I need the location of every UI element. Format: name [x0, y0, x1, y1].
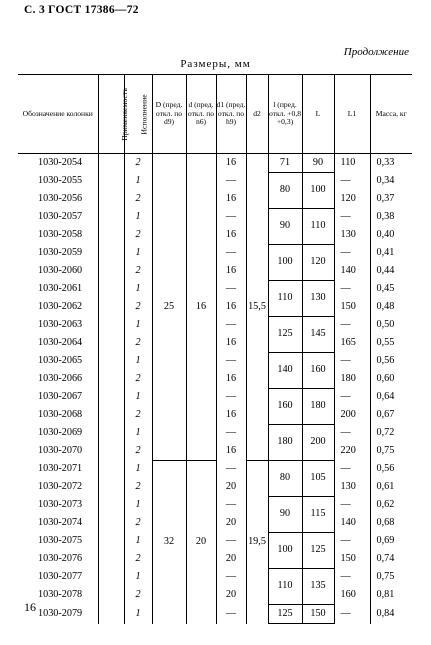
mass-cell: 0,68 [370, 515, 412, 533]
applicability-cell [98, 371, 124, 389]
columns-table [18, 74, 412, 624]
L-cell: 105 [302, 461, 334, 497]
L-cell: 125 [302, 533, 334, 569]
col-header-d: d (пред. откл. по n6) [186, 75, 216, 154]
L-cell: 135 [302, 569, 334, 605]
L-cell: 120 [302, 245, 334, 281]
mass-cell: 0,67 [370, 407, 412, 425]
execution-cell: 2 [124, 515, 152, 533]
execution-cell: 1 [124, 569, 152, 587]
continuation-label: Продолжение [343, 46, 409, 58]
execution-cell: 1 [124, 353, 152, 371]
L1-cell: 110 [334, 154, 370, 173]
mass-cell: 0,44 [370, 263, 412, 281]
execution-cell: 1 [124, 389, 152, 407]
applicability-cell [98, 317, 124, 335]
L-cell: 145 [302, 317, 334, 353]
d1-cell: — [216, 317, 246, 335]
mass-cell: 0,61 [370, 479, 412, 497]
designation-cell: 1030-2065 [18, 353, 98, 371]
d1-cell: — [216, 353, 246, 371]
d1-cell: 16 [216, 191, 246, 209]
L1-cell: — [334, 605, 370, 624]
execution-cell: 2 [124, 479, 152, 497]
L1-cell: 200 [334, 407, 370, 425]
designation-cell: 1030-2072 [18, 479, 98, 497]
col-header-L: L [302, 75, 334, 154]
L1-cell: 180 [334, 371, 370, 389]
d2-cell: 19,5 [246, 461, 268, 624]
L1-cell: 120 [334, 191, 370, 209]
applicability-cell [98, 497, 124, 515]
L-cell: 110 [302, 209, 334, 245]
applicability-cell [98, 443, 124, 461]
mass-cell: 0,55 [370, 335, 412, 353]
designation-cell: 1030-2055 [18, 173, 98, 191]
execution-cell: 2 [124, 407, 152, 425]
d1-cell: — [216, 425, 246, 443]
L-cell: 115 [302, 497, 334, 533]
page-header: С. 3 ГОСТ 17386—72 [24, 4, 139, 16]
d1-cell: 16 [216, 154, 246, 173]
mass-cell: 0,40 [370, 227, 412, 245]
col-header-designation: Обозначение колонки [18, 75, 98, 154]
designation-cell: 1030-2075 [18, 533, 98, 551]
L1-cell: — [334, 353, 370, 371]
designation-cell: 1030-2062 [18, 299, 98, 317]
designation-cell: 1030-2066 [18, 371, 98, 389]
applicability-cell [98, 173, 124, 191]
L1-cell: — [334, 569, 370, 587]
col-header-l: l (пред. откл. +0,8 +0,3) [268, 75, 302, 154]
d1-cell: — [216, 209, 246, 227]
L1-cell: — [334, 461, 370, 479]
d1-cell: — [216, 497, 246, 515]
L-cell: 200 [302, 425, 334, 461]
L-cell: 90 [302, 154, 334, 173]
l-cell: 90 [268, 209, 302, 245]
l-cell: 110 [268, 281, 302, 317]
col-header-D: D (пред. откл. по d9) [152, 75, 186, 154]
applicability-cell [98, 407, 124, 425]
D-cell: 32 [152, 461, 186, 624]
applicability-cell [98, 551, 124, 569]
designation-cell: 1030-2074 [18, 515, 98, 533]
designation-cell: 1030-2077 [18, 569, 98, 587]
designation-cell: 1030-2076 [18, 551, 98, 569]
mass-cell: 0,34 [370, 173, 412, 191]
d1-cell: — [216, 281, 246, 299]
page-number: 16 [24, 600, 36, 614]
applicability-cell [98, 569, 124, 587]
mass-cell: 0,60 [370, 371, 412, 389]
l-cell: 80 [268, 173, 302, 209]
execution-cell: 1 [124, 425, 152, 443]
execution-cell: 2 [124, 371, 152, 389]
mass-cell: 0,37 [370, 191, 412, 209]
d1-cell: — [216, 245, 246, 263]
col-header-L1: L1 [334, 75, 370, 154]
applicability-cell [98, 533, 124, 551]
mass-cell: 0,48 [370, 299, 412, 317]
mass-cell: 0,74 [370, 551, 412, 569]
execution-cell: 1 [124, 245, 152, 263]
l-cell: 100 [268, 533, 302, 569]
designation-cell: 1030-2071 [18, 461, 98, 479]
applicability-cell [98, 299, 124, 317]
applicability-cell [98, 209, 124, 227]
mass-cell: 0,72 [370, 425, 412, 443]
applicability-cell [98, 605, 124, 624]
mass-cell: 0,81 [370, 587, 412, 605]
L-cell: 180 [302, 389, 334, 425]
L1-cell: 150 [334, 551, 370, 569]
L1-cell: 220 [334, 443, 370, 461]
applicability-cell [98, 191, 124, 209]
L1-cell: — [334, 245, 370, 263]
designation-cell: 1030-2061 [18, 281, 98, 299]
d1-cell: — [216, 569, 246, 587]
d1-cell: 20 [216, 479, 246, 497]
designation-cell: 1030-2070 [18, 443, 98, 461]
applicability-cell [98, 335, 124, 353]
designation-cell: 1030-2067 [18, 389, 98, 407]
designation-cell: 1030-2059 [18, 245, 98, 263]
col-header-d1: d1 (пред. откл. по h9) [216, 75, 246, 154]
applicability-cell [98, 263, 124, 281]
applicability-cell [98, 353, 124, 371]
col-header-execution: Исполнение [124, 75, 152, 154]
execution-cell: 1 [124, 533, 152, 551]
d1-cell: 16 [216, 299, 246, 317]
execution-cell: 1 [124, 281, 152, 299]
applicability-cell [98, 227, 124, 245]
d1-cell: 20 [216, 587, 246, 605]
mass-cell: 0,84 [370, 605, 412, 624]
d1-cell: — [216, 173, 246, 191]
l-cell: 90 [268, 497, 302, 533]
L1-cell: — [334, 281, 370, 299]
mass-cell: 0,64 [370, 389, 412, 407]
designation-cell: 1030-2079 [18, 605, 98, 624]
L1-cell: 140 [334, 263, 370, 281]
execution-cell: 2 [124, 299, 152, 317]
L1-cell: — [334, 497, 370, 515]
mass-cell: 0,38 [370, 209, 412, 227]
L1-cell: 140 [334, 515, 370, 533]
designation-cell: 1030-2056 [18, 191, 98, 209]
col-header-d2: d2 [246, 75, 268, 154]
l-cell: 80 [268, 461, 302, 497]
mass-cell: 0,45 [370, 281, 412, 299]
l-cell: 160 [268, 389, 302, 425]
d2-cell: 15,5 [246, 154, 268, 461]
table-row [18, 461, 412, 479]
execution-cell: 1 [124, 497, 152, 515]
designation-cell: 1030-2064 [18, 335, 98, 353]
applicability-cell [98, 245, 124, 263]
execution-cell: 2 [124, 443, 152, 461]
mass-cell: 0,33 [370, 154, 412, 173]
execution-cell: 2 [124, 587, 152, 605]
d1-cell: 16 [216, 443, 246, 461]
applicability-cell [98, 389, 124, 407]
designation-cell: 1030-2073 [18, 497, 98, 515]
L-cell: 150 [302, 605, 334, 624]
execution-cell: 2 [124, 335, 152, 353]
mass-cell: 0,41 [370, 245, 412, 263]
execution-cell: 2 [124, 191, 152, 209]
d1-cell: 16 [216, 227, 246, 245]
L1-cell: — [334, 425, 370, 443]
l-cell: 180 [268, 425, 302, 461]
applicability-cell [98, 281, 124, 299]
designation-cell: 1030-2057 [18, 209, 98, 227]
table-header-row [18, 75, 412, 154]
mass-cell: 0,56 [370, 461, 412, 479]
L1-cell: — [334, 389, 370, 407]
mass-cell: 0,69 [370, 533, 412, 551]
execution-cell: 2 [124, 227, 152, 245]
d1-cell: — [216, 461, 246, 479]
d1-cell: — [216, 605, 246, 624]
designation-cell: 1030-2060 [18, 263, 98, 281]
d1-cell: 16 [216, 407, 246, 425]
d-cell: 20 [186, 461, 216, 624]
L1-cell: — [334, 173, 370, 191]
designation-cell: 1030-2069 [18, 425, 98, 443]
applicability-cell [98, 425, 124, 443]
d1-cell: 16 [216, 263, 246, 281]
L1-cell: 130 [334, 479, 370, 497]
execution-cell: 1 [124, 173, 152, 191]
designation-cell: 1030-2058 [18, 227, 98, 245]
table-row [18, 154, 412, 173]
col-header-mass: Масса, кг [370, 75, 412, 154]
L-cell: 130 [302, 281, 334, 317]
applicability-cell [98, 587, 124, 605]
designation-cell: 1030-2063 [18, 317, 98, 335]
col-header-applicability: Применяемость [98, 75, 124, 154]
L-cell: 160 [302, 353, 334, 389]
d1-cell: 20 [216, 551, 246, 569]
L1-cell: 150 [334, 299, 370, 317]
mass-cell: 0,62 [370, 497, 412, 515]
L1-cell: — [334, 209, 370, 227]
execution-cell: 2 [124, 263, 152, 281]
d1-cell: — [216, 389, 246, 407]
l-cell: 71 [268, 154, 302, 173]
d1-cell: 16 [216, 335, 246, 353]
dimensions-caption: Размеры, мм [180, 58, 251, 70]
mass-cell: 0,50 [370, 317, 412, 335]
L1-cell: 165 [334, 335, 370, 353]
L1-cell: — [334, 317, 370, 335]
D-cell: 25 [152, 154, 186, 461]
execution-cell: 1 [124, 461, 152, 479]
l-cell: 125 [268, 605, 302, 624]
designation-cell: 1030-2068 [18, 407, 98, 425]
applicability-cell [98, 479, 124, 497]
execution-cell: 1 [124, 605, 152, 624]
execution-cell: 2 [124, 551, 152, 569]
execution-cell: 1 [124, 317, 152, 335]
L1-cell: — [334, 533, 370, 551]
l-cell: 100 [268, 245, 302, 281]
applicability-cell [98, 154, 124, 173]
l-cell: 125 [268, 317, 302, 353]
d1-cell: — [216, 533, 246, 551]
designation-cell: 1030-2054 [18, 154, 98, 173]
d1-cell: 20 [216, 515, 246, 533]
applicability-cell [98, 461, 124, 479]
designation-cell: 1030-2078 [18, 587, 98, 605]
L1-cell: 160 [334, 587, 370, 605]
L-cell: 100 [302, 173, 334, 209]
d1-cell: 16 [216, 371, 246, 389]
execution-cell: 2 [124, 154, 152, 173]
mass-cell: 0,75 [370, 443, 412, 461]
l-cell: 140 [268, 353, 302, 389]
mass-cell: 0,75 [370, 569, 412, 587]
l-cell: 110 [268, 569, 302, 605]
L1-cell: 130 [334, 227, 370, 245]
applicability-cell [98, 515, 124, 533]
execution-cell: 1 [124, 209, 152, 227]
mass-cell: 0,56 [370, 353, 412, 371]
d-cell: 16 [186, 154, 216, 461]
